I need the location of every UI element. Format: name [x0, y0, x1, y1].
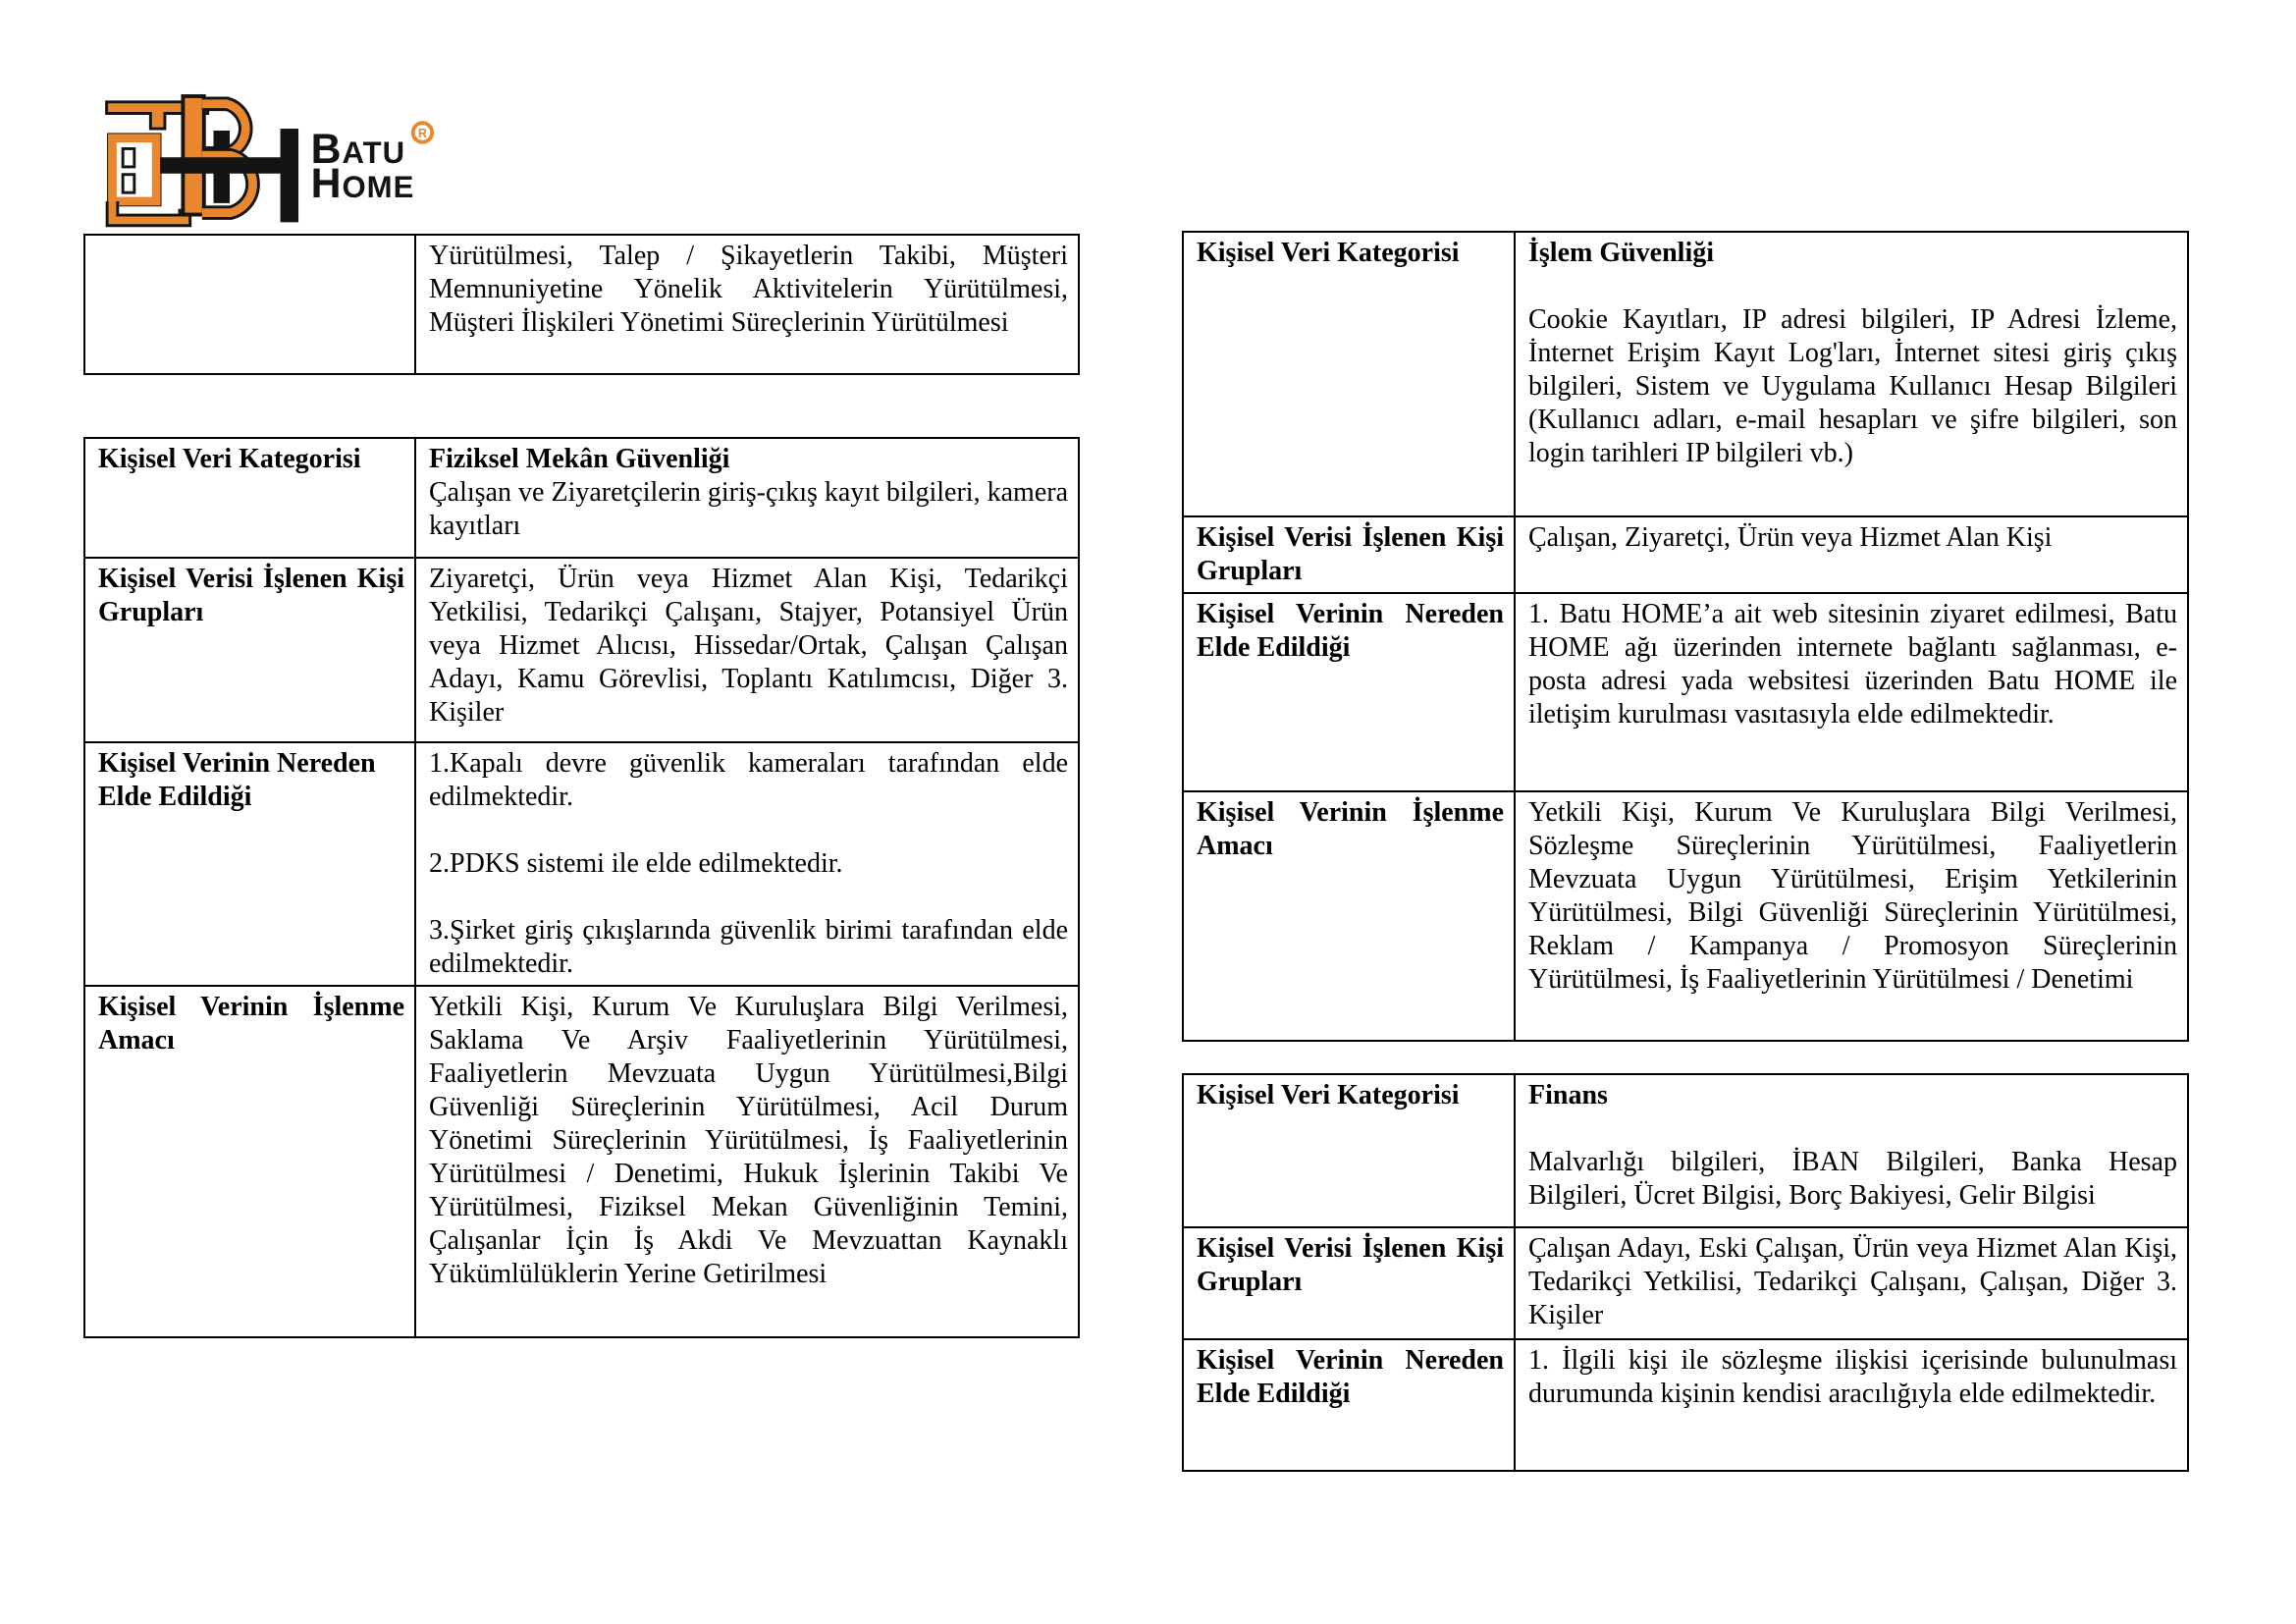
cell-paragraph: Çalışan ve Ziyaretçilerin giriş-çıkış kayıt bilgileri, kamera kayıtları: [429, 477, 1068, 541]
cell-paragraph: Yetkili Kişi, Kurum Ve Kuruluşlara Bilgi Verilmesi, Saklama Ve Arşiv Faaliyetlerinin Yürütülmesi, Faaliyetlerin Mevzuata Uygun Yürütülmesi,Bilgi Güvenliği Süreçlerinin Yürütülmesi, Acil Durum Yönetimi Süreçlerinin Yürütülmesi, İş Faaliyetlerinin Yürütülmesi / Denetimi, Hukuk İşlerinin Takibi Ve Yürütülmesi, Fiziksel Mekan Güvenliğinin Temini, Çalışanlar İçin İş Akdi Ve Mevzuattan Kaynaklı Yükümlülüklerin Yerine Getirilmesi: [429, 992, 1068, 1289]
logo-frame-window-bottom: [123, 175, 134, 192]
table-finans: [1182, 1073, 2189, 1472]
cell-paragraph: 1. Batu HOME’a ait web sitesinin ziyaret edilmesi, Batu HOME ağı üzerinden internete bağlantı sağlanması, e-posta adresi yada websitesi üzerinden Batu HOME ile iletişim kurulması vasıtasıyla elde edilmektedir.: [1528, 599, 2177, 730]
cell-paragraph: Malvarlığı bilgileri, İBAN Bilgileri, Banka Hesap Bilgileri, Ücret Bilgisi, Borç Bakiyesi, Gelir Bilgisi: [1528, 1147, 2177, 1211]
row-label-kisi-gruplari: Kişisel Verisi İşlenen Kişi Grupları: [1183, 516, 1515, 593]
batu-home-logo: [93, 86, 437, 244]
logo-wordmark-line2: HOME: [310, 160, 415, 208]
row-value-kisi-gruplari: [1515, 1227, 2188, 1339]
row-label-kisi-gruplari: Kişisel Verisi İşlenen Kişi Grupları: [84, 558, 415, 742]
table-row: [1183, 1074, 2188, 1227]
cell-paragraph: Ziyaretçi, Ürün veya Hizmet Alan Kişi, Tedarikçi Yetkilisi, Tedarikçi Çalışanı, Stajyer, Potansiyel Ürün veya Hizmet Alıcısı, Hissedar/Ortak, Çalışan Çalışan Adayı, Kamu Görevlisi, Toplantı Katılımcısı, Diğer 3. Kişiler: [429, 564, 1068, 728]
logo-b-stem: [185, 98, 202, 213]
cell-paragraph: Yetkili Kişi, Kurum Ve Kuruluşlara Bilgi Verilmesi, Sözleşme Süreçlerinin Yürütülmesi, Faaliyetlerin Mevzuata Uygun Yürütülmesi, Erişim Yetkilerinin Yürütülmesi, Bilgi Güvenliği Süreçlerinin Yürütülmesi, Reklam / Kampanya / Promosyon Süreçlerinin Yürütülmesi, İş Faaliyetlerinin Yürütülmesi / Denetimi: [1528, 797, 2177, 995]
cell-paragraph: Yürütülmesi, Talep / Şikayetlerin Takibi, Müşteri Memnuniyetine Yönelik Aktivitelerin Yürütülmesi, Müşteri İlişkileri Yönetimi Süreçlerinin Yürütülmesi: [429, 241, 1068, 338]
table-row: [1183, 1339, 2188, 1471]
cell-paragraph: Çalışan Adayı, Eski Çalışan, Ürün veya Hizmet Alan Kişi, Tedarikçi Yetkilisi, Tedarikçi Çalışanı, Çalışan, Diğer 3. Kişiler: [1528, 1233, 2177, 1330]
row-label-nereden: Kişisel Verinin Nereden Elde Edildiği: [1183, 593, 1515, 791]
category-title: Finans: [1528, 1080, 1608, 1110]
table-row: [84, 558, 1079, 742]
row-label-nereden: Kişisel Verinin Nereden Elde Edildiği: [84, 742, 415, 986]
row-value-kategori: [1515, 232, 2188, 516]
table-row: [1183, 516, 2188, 593]
table-row: [1183, 593, 2188, 791]
row-value-kisi-gruplari: [415, 558, 1079, 742]
row-label-kategori: Kişisel Veri Kategorisi: [84, 438, 415, 558]
row-value-kategori: [415, 438, 1079, 558]
table-row: [84, 986, 1079, 1337]
row-value-islenme-amaci: [415, 986, 1079, 1337]
category-label-cell-empty: [84, 235, 415, 374]
table-left-continuation: [83, 234, 1080, 375]
cell-paragraph: Çalışan, Ziyaretçi, Ürün veya Hizmet Alan Kişi: [1528, 522, 2053, 553]
row-value-kategori: [1515, 1074, 2188, 1227]
row-label-kisi-gruplari: Kişisel Verisi İşlenen Kişi Grupları: [1183, 1227, 1515, 1339]
logo-h-crossbar: [160, 157, 294, 174]
row-value-kisi-gruplari: [1515, 516, 2188, 593]
cell-paragraph: 1.Kapalı devre güvenlik kameraları tarafından elde edilmektedir.: [429, 748, 1068, 812]
table-row: [1183, 791, 2188, 1041]
table-row: [1183, 1227, 2188, 1339]
row-value-nereden: [1515, 593, 2188, 791]
category-title: İşlem Güvenliği: [1528, 238, 1715, 268]
cell-paragraph: 3.Şirket giriş çıkışlarında güvenlik birimi tarafından elde edilmektedir.: [429, 915, 1068, 979]
row-label-kategori: Kişisel Veri Kategorisi: [1183, 232, 1515, 516]
category-title: Fiziksel Mekân Güvenliği: [429, 444, 730, 474]
row-label-nereden: Kişisel Verinin Nereden Elde Edildiği: [1183, 1339, 1515, 1471]
table-row: [84, 742, 1079, 986]
logo-h-right-stem: [281, 129, 298, 222]
row-label-kategori: Kişisel Veri Kategorisi: [1183, 1074, 1515, 1227]
cell-paragraph: Cookie Kayıtları, IP adresi bilgileri, IP Adresi İzleme, İnternet Erişim Kayıt Log'ları, İnternet sitesi giriş çıkış bilgileri, Sistem ve Uygulama Kullanıcı Hesap Bilgileri (Kullanıcı adları, e-mail hesapları ve şifre bilgileri, son login tarihleri IP bilgileri vb.): [1528, 304, 2177, 468]
row-value-nereden: [415, 742, 1079, 986]
cell-paragraph: 2.PDKS sistemi ile elde edilmektedir.: [429, 848, 843, 879]
cell-paragraph: 1. İlgili kişi ile sözleşme ilişkisi içerisinde bulunulması durumunda kişinin kendisi aracılığıyla elde edilmektedir.: [1528, 1345, 2177, 1409]
row-label-islenme-amaci: Kişisel Verinin İşlenme Amacı: [84, 986, 415, 1337]
row-value-nereden: [1515, 1339, 2188, 1471]
table-islem-guvenligi: [1182, 231, 2189, 1042]
table-row: [1183, 232, 2188, 516]
table-row: [84, 235, 1079, 374]
category-value-cell: [415, 235, 1079, 374]
table-fiziksel-mekan-guvenligi: [83, 437, 1080, 1338]
row-label-islenme-amaci: Kişisel Verinin İşlenme Amacı: [1183, 791, 1515, 1041]
logo-frame-window-top: [123, 148, 134, 166]
logo-wordmark-line1: BATU: [310, 126, 406, 174]
row-value-islenme-amaci: [1515, 791, 2188, 1041]
table-row: [84, 438, 1079, 558]
registered-trademark-letter: R: [417, 126, 427, 140]
